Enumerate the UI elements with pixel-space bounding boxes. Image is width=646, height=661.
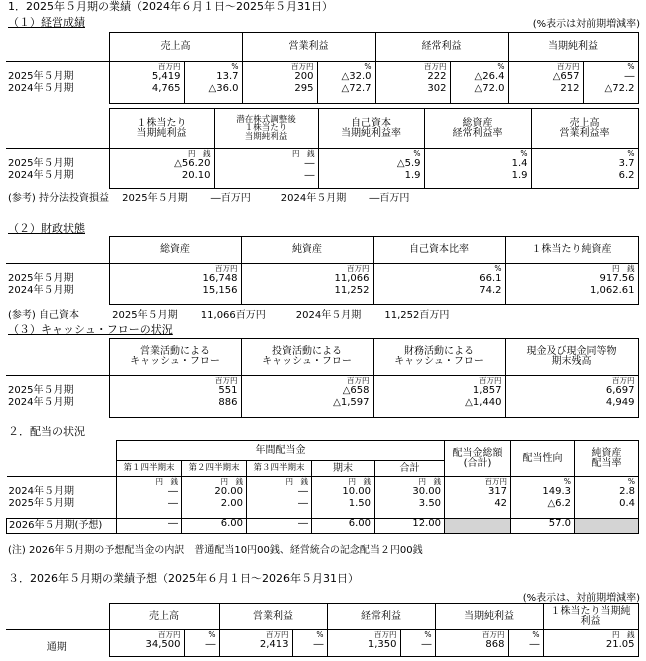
header-sales: 売上高 <box>109 33 242 62</box>
header-investing-cf: 投資活動による キャッシュ・フロー <box>241 339 373 376</box>
row-label: 2025年５月期 <box>8 385 74 396</box>
value: △36.0 <box>208 83 239 94</box>
value: △32.0 <box>341 71 372 82</box>
unit-label: % <box>627 477 636 486</box>
dividends-table <box>6 440 639 534</box>
value: 2.8 <box>619 486 636 497</box>
row-label: 通期 <box>46 642 67 653</box>
unit-label: 百万円 <box>158 62 181 71</box>
unit-label: 百万円 <box>424 62 447 71</box>
header-ordinary-profit: 経常利益 <box>327 604 435 630</box>
header-operating-profit: 営業利益 <box>219 604 327 630</box>
header-financing-cf: 財務活動による キャッシュ・フロー <box>373 339 505 376</box>
row-label: 2025年５月期 <box>8 71 74 82</box>
value: △658 <box>342 385 370 396</box>
unit-label: 百万円 <box>557 62 580 71</box>
unit-label: % <box>627 149 635 158</box>
value: 12.00 <box>375 519 445 534</box>
s3-title: （３）キャッシュ・フローの状況 <box>8 323 173 336</box>
header-dividend-on-equity: 純資産 配当率 <box>575 441 639 477</box>
value: 6,697 <box>605 385 635 396</box>
unit-label: 百万円 <box>484 477 508 486</box>
header-total-dividend: 配当金総額 (合計) <box>445 441 511 477</box>
unit-label: 百万円 <box>374 630 397 639</box>
header-net-income: 当期純利益 <box>435 604 543 630</box>
per-share-table <box>6 108 639 189</box>
value: 1,062.61 <box>589 285 635 296</box>
value: △657 <box>552 71 580 82</box>
unit-label: % <box>316 630 324 639</box>
value: ― <box>168 486 178 497</box>
value: ― <box>529 639 540 650</box>
unit-label: 円 銭 <box>418 477 442 486</box>
value: 6.00 <box>312 519 375 534</box>
header-cash-end: 現金及び現金同等物 期末残高 <box>505 339 638 376</box>
value: 11,252 <box>334 285 370 296</box>
cash-flow-table <box>6 338 639 418</box>
header-net-income: 当期純利益 <box>508 33 638 62</box>
value: 21.05 <box>605 639 635 650</box>
header-equity-ratio: 自己資本比率 <box>373 237 505 264</box>
value: 551 <box>218 385 238 396</box>
unit-label: 円 銭 <box>612 264 635 273</box>
value: 6.2 <box>618 170 635 181</box>
unit-label: 百万円 <box>215 376 238 385</box>
header-net-assets: 純資産 <box>241 237 373 264</box>
equity-reference: (参考) 自己資本 2025年５月期 11,066百万円 2024年５月期 11,252百万円 <box>8 310 450 321</box>
row-label: 2024年５月期 <box>8 486 74 497</box>
dividends-title: ２．配当の状況 <box>8 425 85 438</box>
unit-label: 円 銭 <box>348 477 371 486</box>
unit-label: 円 銭 <box>188 149 211 158</box>
row-label-forecast: 2026年５月期(予想) <box>7 519 117 534</box>
row-label: 2024年５月期 <box>8 170 74 181</box>
header-payout-ratio: 配当性向 <box>511 441 575 477</box>
header-q3: 第３四半期末 <box>247 461 312 477</box>
value: 42 <box>494 498 508 509</box>
value: 1.4 <box>511 158 528 169</box>
dividends-note: (注) 2026年５月期の予想配当金の内訳 普通配当10円00銭、経営統合の記念配当２円00銭 <box>8 545 423 556</box>
page-title: 1．2025年５月期の業績（2024年６月１日～2025年５月31日） <box>8 0 333 13</box>
s1-note: (%表示は対前期増減率) <box>532 19 640 30</box>
value: 149.3 <box>542 486 572 497</box>
header-eps: １株当たり 当期純利益 <box>109 109 214 149</box>
value: 34,500 <box>145 639 181 650</box>
row-label: 2025年５月期 <box>8 498 74 509</box>
header-q2: 第２四半期末 <box>182 461 247 477</box>
s1-title: （１）経営成績 <box>8 16 85 29</box>
row-label: 2025年５月期 <box>8 273 74 284</box>
value: △56.20 <box>174 158 211 169</box>
value: 10.00 <box>342 486 371 497</box>
unit-label: 百万円 <box>291 62 314 71</box>
value: 5,419 <box>151 71 181 82</box>
value: ― <box>313 639 324 650</box>
unit-label: % <box>364 62 372 71</box>
shaded-cell <box>575 519 639 534</box>
value: △72.2 <box>604 83 635 94</box>
header-roe: 自己資本 当期純利益率 <box>318 109 424 149</box>
unit-label: % <box>532 630 540 639</box>
value: △6.2 <box>547 498 572 509</box>
unit-label: 百万円 <box>479 376 502 385</box>
row-label: 2024年５月期 <box>8 285 74 296</box>
value: 3.7 <box>618 158 635 169</box>
unit-label: 円 銭 <box>155 477 178 486</box>
unit-label: % <box>627 62 635 71</box>
header-sales: 売上高 <box>109 604 219 630</box>
row-label: 2024年５月期 <box>8 397 74 408</box>
value: 868 <box>485 639 505 650</box>
value: 4,765 <box>151 83 181 94</box>
unit-label: % <box>413 149 421 158</box>
value: 1,350 <box>367 639 397 650</box>
header-annual-dividend: 年間配当金 <box>117 441 445 461</box>
value: △1,597 <box>333 397 370 408</box>
header-operating-margin: 売上高 営業利益率 <box>531 109 638 149</box>
unit-label: 百万円 <box>266 630 289 639</box>
row-label: 2025年５月期 <box>8 158 74 169</box>
unit-label: % <box>497 62 505 71</box>
value: 886 <box>218 397 238 408</box>
value: △26.4 <box>474 71 505 82</box>
value: ― <box>247 519 312 534</box>
value: 1.9 <box>511 170 528 181</box>
value: 917.56 <box>599 273 635 284</box>
value: ― <box>205 639 216 650</box>
value: ― <box>624 71 635 82</box>
forecast-table <box>6 603 639 657</box>
value: 13.7 <box>216 71 239 82</box>
unit-label: 円 銭 <box>292 149 315 158</box>
header-total: 合計 <box>375 461 445 477</box>
value: 295 <box>294 83 314 94</box>
value: 1.9 <box>404 170 421 181</box>
equity-method-reference: (参考) 持分法投資損益 2025年５月期 ―百万円 2024年５月期 ―百万円 <box>8 193 410 204</box>
value: 15,156 <box>202 285 238 296</box>
value: 1,857 <box>472 385 502 396</box>
s2-title: （２）財政状態 <box>8 222 85 235</box>
operating-results-table <box>6 32 639 104</box>
unit-label: % <box>208 630 216 639</box>
unit-label: % <box>424 630 432 639</box>
value: 0.4 <box>619 498 636 509</box>
value: 20.00 <box>214 486 243 497</box>
header-operating-profit: 営業利益 <box>242 33 375 62</box>
value: 2,413 <box>259 639 289 650</box>
value: ― <box>168 498 178 509</box>
header-bps: １株当たり純資産 <box>505 237 638 264</box>
unit-label: 百万円 <box>347 264 370 273</box>
value: 16,748 <box>202 273 238 284</box>
row-label: 2024年５月期 <box>8 83 74 94</box>
value: 74.2 <box>479 285 502 296</box>
value: 222 <box>427 71 447 82</box>
value: 6.00 <box>182 519 247 534</box>
value: △5.9 <box>396 158 421 169</box>
header-q1: 第１四半期末 <box>117 461 182 477</box>
value: 1.50 <box>348 498 371 509</box>
unit-label: % <box>231 62 239 71</box>
value: ― <box>298 486 308 497</box>
value: ― <box>421 639 432 650</box>
value: 66.1 <box>479 273 502 284</box>
value: 2.00 <box>220 498 243 509</box>
value: ― <box>117 519 182 534</box>
unit-label: 百万円 <box>612 376 635 385</box>
unit-label: % <box>520 149 528 158</box>
value: ― <box>298 498 308 509</box>
financial-position-table <box>6 236 639 305</box>
value: 20.10 <box>181 170 211 181</box>
value: 4,949 <box>605 397 635 408</box>
header-ordinary-profit: 経常利益 <box>375 33 508 62</box>
shaded-cell <box>445 519 511 534</box>
unit-label: % <box>494 264 502 273</box>
value: 30.00 <box>412 486 442 497</box>
unit-label: 円 銭 <box>285 477 308 486</box>
value: ― <box>304 158 315 169</box>
value: 3.50 <box>418 498 442 509</box>
header-diluted-eps: 潜在株式調整後 １株当たり 当期純利益 <box>214 109 318 149</box>
value: △1,440 <box>465 397 502 408</box>
value: 302 <box>427 83 447 94</box>
unit-label: 百万円 <box>158 630 181 639</box>
forecast-note: (%表示は、対前期増減率) <box>522 593 640 604</box>
header-total-assets: 総資産 <box>109 237 241 264</box>
unit-label: % <box>563 477 572 486</box>
unit-label: 百万円 <box>482 630 505 639</box>
value: △72.0 <box>474 83 505 94</box>
value: 57.0 <box>511 519 575 534</box>
unit-label: 百万円 <box>347 376 370 385</box>
forecast-title: ３．2026年５月期の業績予想（2025年６月１日～2026年５月31日） <box>8 572 359 585</box>
unit-label: 円 銭 <box>612 630 635 639</box>
unit-label: 百万円 <box>215 264 238 273</box>
header-roa: 総資産 経常利益率 <box>424 109 531 149</box>
unit-label: 円 銭 <box>220 477 243 486</box>
value: 212 <box>560 83 580 94</box>
header-operating-cf: 営業活動による キャッシュ・フロー <box>109 339 241 376</box>
value: 317 <box>487 486 508 497</box>
header-eps: １株当たり当期純 利益 <box>543 604 638 630</box>
value: ― <box>304 170 315 181</box>
header-year-end: 期末 <box>312 461 375 477</box>
value: 200 <box>294 71 314 82</box>
value: △72.7 <box>341 83 372 94</box>
value: 11,066 <box>334 273 370 284</box>
